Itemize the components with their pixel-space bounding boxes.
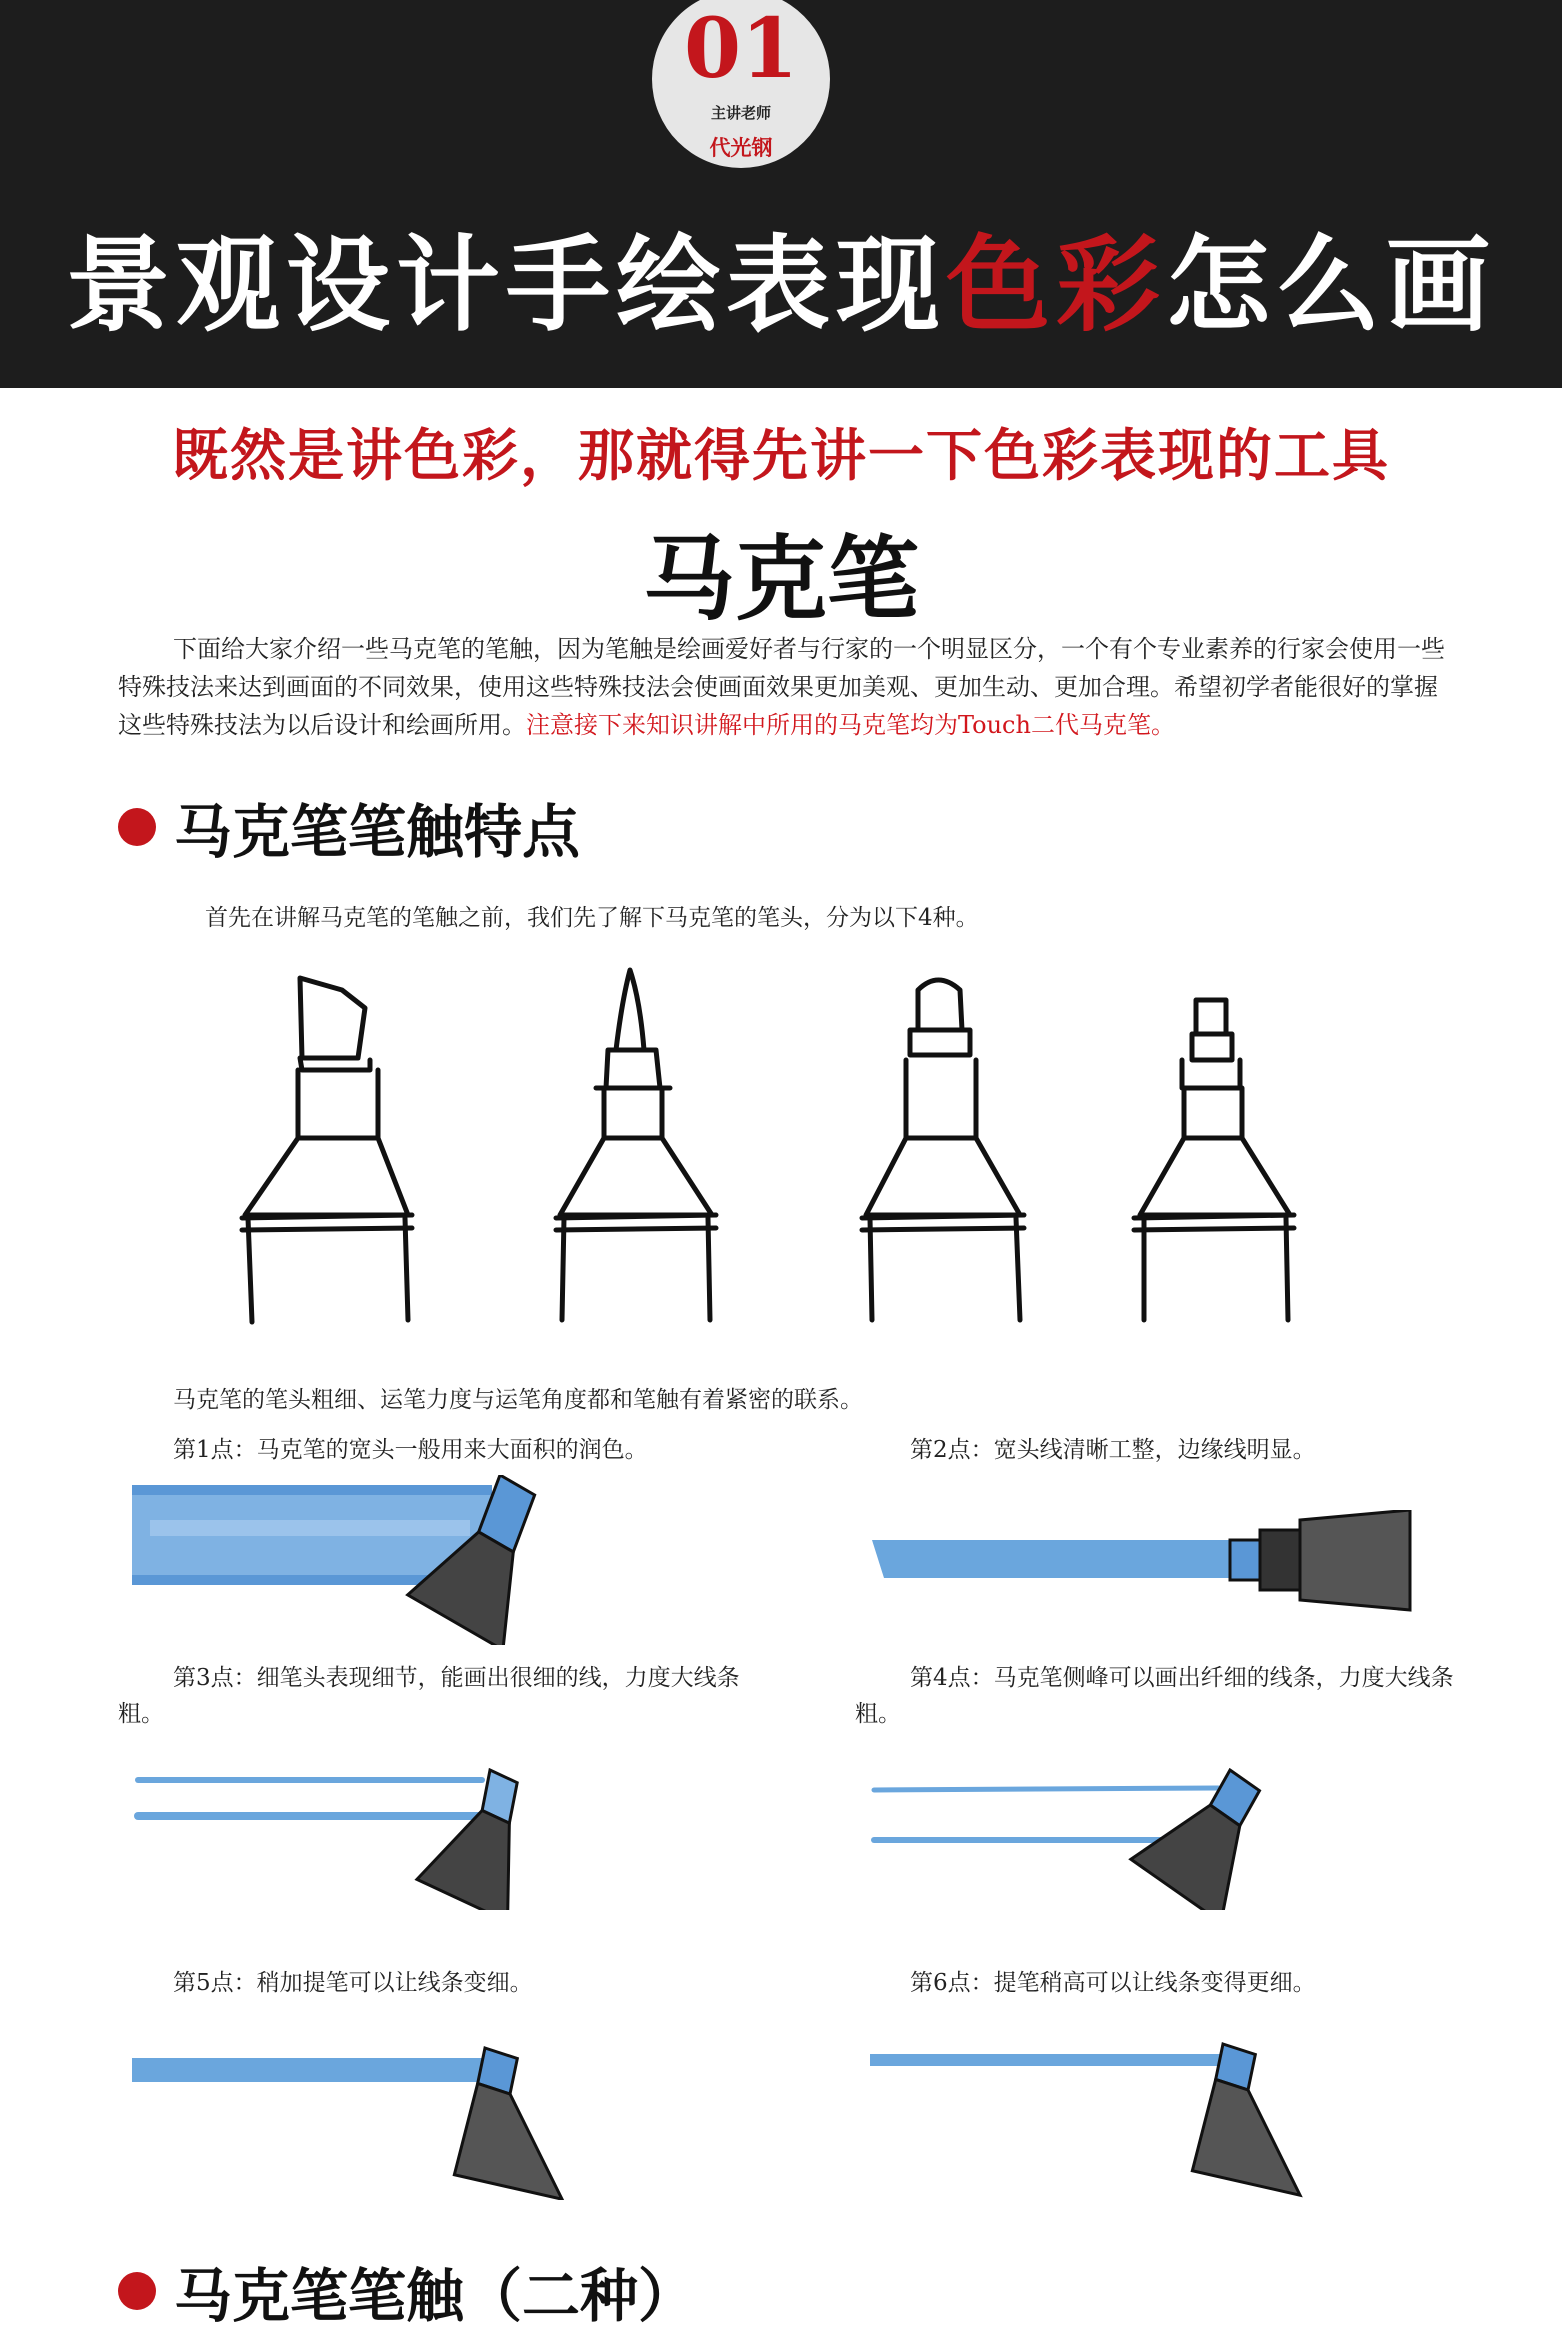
marker-pen-icon-2 — [1230, 1510, 1410, 1610]
intro-text: 下面给大家介绍一些马克笔的笔触，因为笔触是绘画爱好者与行家的一个明显区分，一个有个专业素养的行家会使用一些特殊技法来达到画面的不同效果，使用这些特殊技法会使画面效果更加美观、更加生动、更加合理。希望初学者能很好的掌握这些特殊技法为以后设计和绘画所用。 — [118, 635, 1445, 739]
lesson-badge — [652, 0, 830, 168]
lesson-number: 01 — [683, 1, 799, 97]
stroke-wide-fill — [130, 1475, 710, 1645]
title-part1: 景观设计手绘表现 — [65, 224, 946, 346]
point-3: 第3点：细笔头表现细节，能画出很细的线，力度大线条粗。 — [118, 1665, 740, 1727]
stroke-lifted-higher — [868, 2030, 1428, 2200]
marker-pen-icon-6 — [1183, 2044, 1337, 2200]
nib-chisel-icon — [242, 978, 412, 1322]
relation-text: 马克笔的笔头粗细、运笔力度与运笔角度都和笔触有着紧密的联系。 — [173, 1387, 863, 1413]
section-title: 马克笔笔触特点 — [174, 798, 581, 866]
marker-title: 马克笔 — [642, 526, 919, 633]
title-part2: 怎么画 — [1166, 224, 1497, 346]
nib-bullet-icon — [556, 970, 716, 1320]
bullet-dot — [118, 808, 156, 846]
marker-pen-icon-3 — [417, 1762, 563, 1910]
title-highlight: 色彩 — [945, 224, 1166, 346]
stroke-fine-lines — [130, 1760, 690, 1910]
stroke-wide-line — [870, 1510, 1450, 1630]
subheading: 既然是讲色彩，那就得先讲一下色彩表现的工具 — [172, 424, 1390, 489]
marker-pen-icon-4 — [1131, 1760, 1296, 1910]
nib-sketches — [230, 960, 1350, 1340]
point-6: 第6点：提笔稍高可以让线条变得更细。 — [910, 1970, 1316, 1996]
intro-note: 注意接下来知识讲解中所用的马克笔均为Touch二代马克笔。 — [526, 711, 1175, 739]
section-title-2: 马克笔笔触（二种） — [174, 2262, 697, 2330]
intro-paragraph — [118, 630, 1448, 744]
point-1: 第1点：马克笔的宽头一般用来大面积的润色。 — [173, 1437, 648, 1463]
stroke-lifted — [130, 2030, 690, 2200]
point-4: 第4点：马克笔侧峰可以画出纤细的线条，力度大线条粗。 — [855, 1665, 1454, 1727]
teacher-label: 主讲老师 — [710, 104, 771, 122]
point-2: 第2点：宽头线清晰工整，边缘线明显。 — [910, 1437, 1316, 1463]
section-heading-2 — [118, 2256, 697, 2330]
stroke-side-lines — [868, 1760, 1428, 1910]
nibs-intro: 首先在讲解马克笔的笔触之前，我们先了解下马克笔的笔头，分为以下4种。 — [205, 905, 979, 931]
teacher-name: 代光钢 — [709, 135, 773, 160]
section-heading — [118, 792, 581, 866]
nib-fine-icon — [1134, 1000, 1294, 1320]
page-title — [0, 226, 1562, 346]
header-banner — [0, 0, 1562, 388]
point-5: 第5点：稍加提笔可以让线条变细。 — [173, 1970, 533, 1996]
nib-round-icon — [862, 980, 1024, 1320]
bullet-dot-2 — [118, 2272, 156, 2310]
